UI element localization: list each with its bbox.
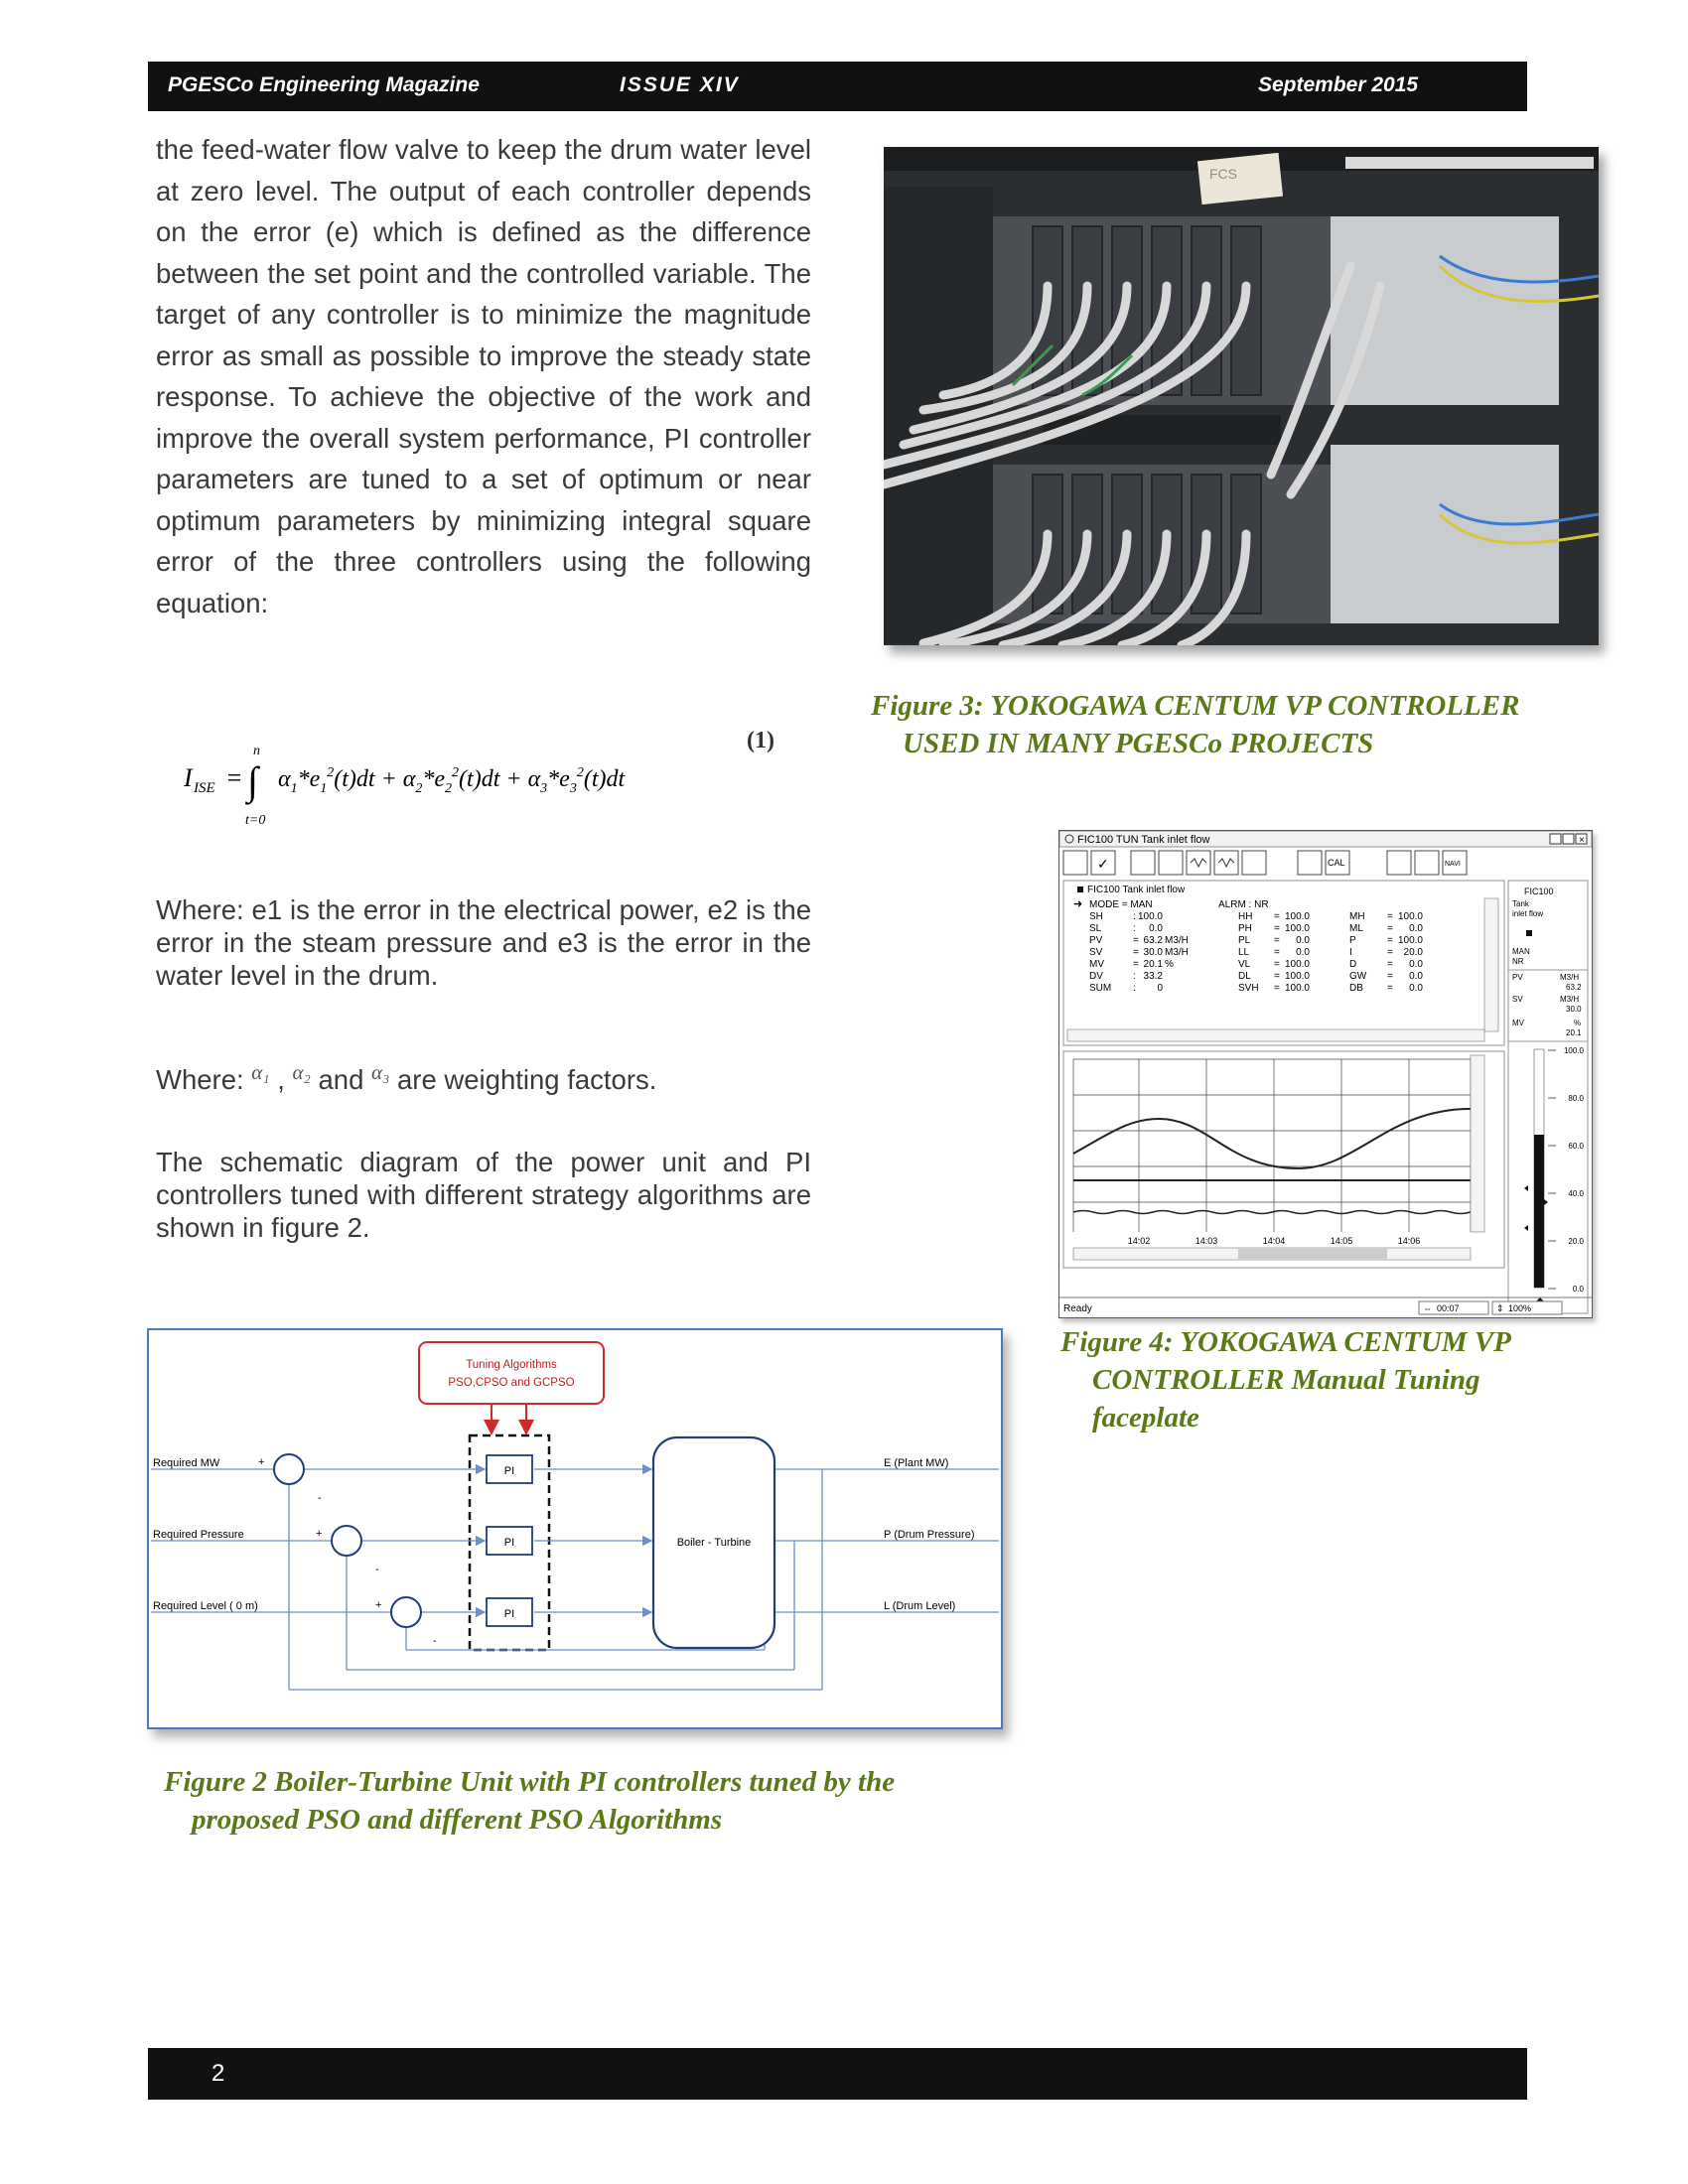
where-and: and bbox=[318, 1064, 364, 1096]
where-prefix: Where: bbox=[156, 1064, 244, 1096]
svg-text:α1*e12(t)dt + α2*e22(t)dt + α3: $\alpha_1*e_1^2(t)dt + \alpha_2*e_2^2(t)dt + \alpha_3*e_3^2(t)dt$ bbox=[278, 765, 626, 796]
param-cell: 0 bbox=[1157, 983, 1163, 994]
param-cell: = bbox=[1133, 959, 1139, 970]
param-cell: DV bbox=[1089, 971, 1103, 982]
where-suffix: are weighting factors. bbox=[397, 1064, 657, 1096]
param-cell: 100.0 bbox=[1397, 911, 1423, 922]
time-tick-label: 14:04 bbox=[1262, 1236, 1286, 1246]
pv-label: PV bbox=[1512, 973, 1523, 982]
svg-text:=: = bbox=[225, 763, 243, 792]
svg-text:n: n bbox=[253, 744, 260, 758]
minus-sign-3: - bbox=[433, 1635, 437, 1647]
param-cell: PV bbox=[1089, 935, 1103, 946]
controller-cabinet-photo bbox=[884, 147, 1599, 645]
faceplate-title: FIC100 TUN Tank inlet flow bbox=[1077, 834, 1210, 846]
param-cell: M3/H bbox=[1165, 947, 1189, 958]
param-cell: 0.0 bbox=[1409, 983, 1423, 994]
param-cell: 20.0 bbox=[1403, 947, 1423, 958]
param-cell: LL bbox=[1238, 947, 1250, 958]
summing-junction-2 bbox=[332, 1526, 361, 1556]
output-plant-mw: E (Plant MW) bbox=[884, 1457, 949, 1469]
param-cell: HH bbox=[1238, 911, 1253, 922]
param-cell: P bbox=[1349, 935, 1356, 946]
output-drum-level: L (Drum Level) bbox=[884, 1600, 956, 1612]
svg-text:ISE: ISE bbox=[194, 780, 215, 796]
sv-label: SV bbox=[1512, 995, 1523, 1004]
plant-label: Boiler - Turbine bbox=[676, 1537, 752, 1549]
input-required-pressure: Required Pressure bbox=[153, 1529, 244, 1541]
cal-button-label: CAL bbox=[1328, 858, 1345, 868]
param-cell: : bbox=[1133, 983, 1136, 994]
param-cell: SH bbox=[1089, 911, 1103, 922]
param-cell: 0.0 bbox=[1296, 935, 1310, 946]
alpha2-symbol: α₂ bbox=[292, 1060, 311, 1084]
param-cell: SVH bbox=[1238, 983, 1259, 994]
param-cell: 100.0 bbox=[1284, 971, 1310, 982]
magazine-title: PGESCo Engineering Magazine bbox=[168, 73, 480, 96]
summing-junction-3 bbox=[391, 1597, 421, 1627]
ise-equation bbox=[184, 735, 740, 834]
tag-desc-line2: inlet flow bbox=[1512, 909, 1544, 918]
param-cell: : bbox=[1133, 911, 1136, 922]
sv-unit: M3/H bbox=[1560, 995, 1580, 1004]
param-cell: 0.0 bbox=[1409, 959, 1423, 970]
alpha1-symbol: α₁ bbox=[251, 1060, 270, 1084]
navi-button-label: NAVI bbox=[1445, 861, 1461, 868]
pv-unit: M3/H bbox=[1560, 973, 1580, 982]
tag-alarm: NR bbox=[1512, 957, 1524, 966]
param-cell: = bbox=[1274, 923, 1280, 934]
param-cell: ML bbox=[1349, 923, 1363, 934]
param-cell: = bbox=[1387, 923, 1393, 934]
tag-name: FIC100 bbox=[1524, 887, 1554, 896]
param-cell: M3/H bbox=[1165, 935, 1189, 946]
bar-scale-label: 80.0 bbox=[1568, 1094, 1584, 1103]
bar-scale-label: 0.0 bbox=[1572, 1285, 1584, 1294]
input-required-level: Required Level ( 0 m) bbox=[153, 1600, 258, 1612]
tuning-methods: PSO,CPSO and GCPSO bbox=[448, 1377, 575, 1389]
paragraph-schematic: The schematic diagram of the power unit and PI controllers tuned with different strategy algorithms are shown in figure 2. bbox=[156, 1147, 811, 1243]
param-cell: = bbox=[1274, 947, 1280, 958]
figure3-caption-line1: Figure 3: YOKOGAWA CENTUM VP CONTROLLER bbox=[871, 690, 1520, 722]
param-cell: = bbox=[1133, 935, 1139, 946]
svg-text:✓: ✓ bbox=[1097, 856, 1109, 872]
param-cell: = bbox=[1274, 959, 1280, 970]
sv-value: 30.0 bbox=[1566, 1005, 1582, 1014]
mv-label: MV bbox=[1512, 1019, 1524, 1027]
boiler-turbine-diagram bbox=[147, 1328, 1003, 1729]
faceplate-alarm: ALRM : NR bbox=[1218, 899, 1269, 910]
status-text: Ready bbox=[1063, 1303, 1092, 1314]
param-cell: SL bbox=[1089, 923, 1102, 934]
param-cell: 100.0 bbox=[1284, 923, 1310, 934]
pv-value: 63.2 bbox=[1566, 983, 1582, 992]
tag-mode: MAN bbox=[1512, 947, 1530, 956]
paragraph-where-errors: Where: e1 is the error in the electrical power, e2 is the error in the steam pressure and e3 is the error in the water level in the drum. bbox=[156, 894, 811, 991]
page-footer bbox=[148, 2048, 1527, 2100]
param-cell: PH bbox=[1238, 923, 1252, 934]
figure2-caption bbox=[164, 1763, 895, 1839]
param-cell: SUM bbox=[1089, 983, 1112, 994]
param-cell: 20.1 bbox=[1143, 959, 1163, 970]
param-cell: = bbox=[1387, 935, 1393, 946]
page-header bbox=[148, 62, 1527, 111]
tuning-faceplate-window bbox=[1058, 830, 1593, 1318]
time-tick-label: 14:02 bbox=[1127, 1236, 1151, 1246]
bar-scale-label: 60.0 bbox=[1568, 1142, 1584, 1151]
param-cell: = bbox=[1387, 983, 1393, 994]
figure4-caption-line1: Figure 4: YOKOGAWA CENTUM VP bbox=[1060, 1326, 1511, 1358]
time-tick-label: 14:05 bbox=[1330, 1236, 1353, 1246]
param-cell: 63.2 bbox=[1143, 935, 1163, 946]
bar-scale-label: 40.0 bbox=[1568, 1189, 1584, 1198]
param-cell: 33.2 bbox=[1143, 971, 1163, 982]
param-cell: D bbox=[1349, 959, 1357, 970]
photo-label: FCS bbox=[1209, 166, 1237, 182]
page-number: 2 bbox=[211, 2060, 225, 2087]
pi-controller-1: PI bbox=[503, 1465, 515, 1477]
svg-text:⇔: ⇔ bbox=[1423, 1303, 1432, 1313]
param-cell: MH bbox=[1349, 911, 1365, 922]
param-cell: SV bbox=[1089, 947, 1103, 958]
figure2-caption-line1: Figure 2 Boiler-Turbine Unit with PI controllers tuned by the bbox=[164, 1766, 896, 1798]
pi-controller-3: PI bbox=[503, 1608, 515, 1620]
svg-text:×: × bbox=[1579, 835, 1585, 846]
param-cell: VL bbox=[1238, 959, 1251, 970]
issue-date: September 2015 bbox=[1258, 73, 1419, 96]
timer-value: 00:07 bbox=[1437, 1303, 1460, 1313]
param-cell: = bbox=[1274, 983, 1280, 994]
param-cell: MV bbox=[1089, 959, 1104, 970]
param-cell: = bbox=[1387, 947, 1393, 958]
param-cell: 100.0 bbox=[1137, 911, 1163, 922]
plus-sign-2: + bbox=[316, 1528, 323, 1540]
pi-controller-2: PI bbox=[503, 1537, 515, 1549]
paragraph-where-weights: Where: $^{\alpha_1}$ , $^{\alpha_2}$ and $^{\alpha_3}$ are weighting factors. bbox=[156, 1060, 657, 1096]
bar-scale-label: 20.0 bbox=[1568, 1237, 1584, 1246]
figure2-caption-line2: proposed PSO and different PSO Algorithms bbox=[192, 1804, 723, 1836]
tuning-algorithms-box bbox=[419, 1342, 604, 1404]
param-cell: 0.0 bbox=[1296, 947, 1310, 958]
minus-sign-1: - bbox=[318, 1492, 322, 1504]
plus-sign-1: + bbox=[258, 1456, 265, 1468]
param-cell: DB bbox=[1349, 983, 1363, 994]
param-cell: 0.0 bbox=[1409, 971, 1423, 982]
time-tick-label: 14:06 bbox=[1397, 1236, 1421, 1246]
svg-text:∫: ∫ bbox=[247, 758, 258, 803]
param-cell: PL bbox=[1238, 935, 1251, 946]
param-cell: = bbox=[1274, 971, 1280, 982]
output-drum-pressure: P (Drum Pressure) bbox=[884, 1529, 975, 1541]
figure4-caption bbox=[1060, 1323, 1511, 1436]
svg-text:t=0: t=0 bbox=[245, 813, 266, 828]
svg-text:I: I bbox=[184, 763, 193, 792]
param-cell: I bbox=[1349, 947, 1352, 958]
param-cell: 100.0 bbox=[1397, 935, 1423, 946]
param-cell: 0.0 bbox=[1149, 923, 1163, 934]
tuning-title: Tuning Algorithms bbox=[466, 1359, 557, 1371]
pv-bar bbox=[1534, 1135, 1544, 1288]
param-cell: DL bbox=[1238, 971, 1251, 982]
figure3-caption bbox=[871, 687, 1519, 762]
figure4-caption-line3: faceplate bbox=[1092, 1402, 1199, 1433]
faceplate-toolbar[interactable] bbox=[1063, 851, 1467, 875]
param-cell: = bbox=[1133, 947, 1139, 958]
faceplate-mode: MODE = MAN bbox=[1089, 899, 1153, 910]
figure3-caption-line2: USED IN MANY PGESCo PROJECTS bbox=[903, 728, 1374, 759]
param-cell: = bbox=[1274, 911, 1280, 922]
svg-text:➜: ➜ bbox=[1073, 898, 1083, 910]
param-cell: : bbox=[1133, 923, 1136, 934]
faceplate-subtitle: FIC100 Tank inlet flow bbox=[1087, 885, 1186, 895]
paragraph-intro: the feed-water flow valve to keep the drum water level at zero level. The output of each controller depends on the error (e) which is defined as the difference between the set point and the controlled variable. The target of any controller is to minimize the magnitude error as small as possible to improve the steady state response. To achieve the objective of the work and improve the overall system performance, PI controller parameters are tuned to a set of optimum or near optimum parameters by minimizing integral square error of the three controllers using the following equation: bbox=[156, 134, 811, 618]
tag-desc-line1: Tank bbox=[1512, 899, 1529, 908]
mv-unit: % bbox=[1574, 1019, 1582, 1027]
alpha3-symbol: α₃ bbox=[371, 1060, 390, 1084]
param-cell: = bbox=[1274, 935, 1280, 946]
param-cell: 100.0 bbox=[1284, 983, 1310, 994]
equation-number: (1) bbox=[747, 728, 774, 753]
param-cell: % bbox=[1165, 959, 1174, 970]
param-cell: : bbox=[1133, 971, 1136, 982]
param-cell: 30.0 bbox=[1143, 947, 1163, 958]
param-cell: 0.0 bbox=[1409, 923, 1423, 934]
plus-sign-3: + bbox=[375, 1599, 382, 1611]
param-cell: = bbox=[1387, 971, 1393, 982]
issue-label: ISSUE XIV bbox=[620, 73, 740, 96]
time-tick-label: 14:03 bbox=[1195, 1236, 1218, 1246]
param-cell: GW bbox=[1349, 971, 1367, 982]
window-controls[interactable] bbox=[1550, 834, 1587, 846]
minus-sign-2: - bbox=[375, 1564, 379, 1575]
input-required-mw: Required MW bbox=[153, 1457, 220, 1469]
svg-text:⇕: ⇕ bbox=[1496, 1303, 1504, 1313]
param-cell: 100.0 bbox=[1284, 959, 1310, 970]
mv-value: 20.1 bbox=[1566, 1028, 1582, 1037]
zoom-value: 100% bbox=[1508, 1303, 1532, 1313]
param-cell: = bbox=[1387, 911, 1393, 922]
figure4-caption-line2: CONTROLLER Manual Tuning bbox=[1092, 1364, 1480, 1396]
param-cell: 100.0 bbox=[1284, 911, 1310, 922]
summing-junction-1 bbox=[274, 1454, 304, 1484]
bar-scale-label: 100.0 bbox=[1563, 1046, 1584, 1055]
param-cell: = bbox=[1387, 959, 1393, 970]
